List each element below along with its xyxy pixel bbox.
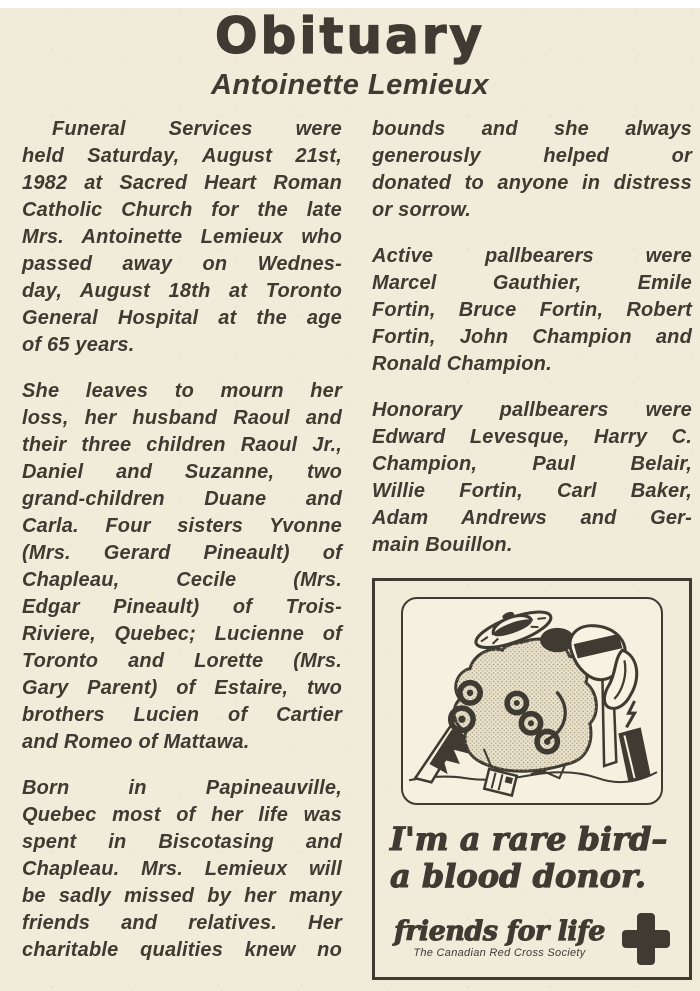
text-line: donated to anyone in distress <box>372 172 692 194</box>
text-line: day, August 18th at Toronto <box>22 280 342 302</box>
text-line: friends and relatives. Her <box>22 912 342 934</box>
text-line: spent in Biscotasing and <box>22 831 342 853</box>
red-cross-icon <box>622 913 670 965</box>
page-title: Obituary <box>215 7 485 65</box>
text-line: grand-children Duane and <box>22 488 342 510</box>
ad-headline <box>390 821 676 895</box>
text-line: Ronald Champion. <box>372 353 552 375</box>
text-line: Quebec most of her life was <box>22 804 342 826</box>
text-line: Edward Levesque, Harry C. <box>372 426 692 448</box>
text-line: brothers Lucien of Cartier <box>22 704 342 726</box>
paragraph <box>372 243 692 378</box>
text-line: Mrs. Antoinette Lemieux who <box>22 226 342 248</box>
text-line: Born in Papineauville, <box>22 777 342 799</box>
text-line: or sorrow. <box>372 199 472 221</box>
text-line: generously helped or <box>372 145 692 167</box>
article-subtitle: Antoinette Lemieux <box>210 69 490 101</box>
text-line: charitable qualities knew no <box>22 939 342 961</box>
paragraph <box>22 775 342 964</box>
text-line: Marcel Gauthier, Emile <box>372 272 692 294</box>
text-line: Fortin, John Champion and <box>372 326 692 348</box>
text-line: Catholic Church for the late <box>22 199 342 221</box>
text-line: Honorary pallbearers were <box>372 399 692 421</box>
paragraph <box>372 116 692 224</box>
text-line: Champion, Paul Belair, <box>372 453 692 475</box>
paragraph <box>22 116 342 359</box>
text-line: 1982 at Sacred Heart Roman <box>22 172 342 194</box>
text-line: held Saturday, August 21st, <box>22 145 342 167</box>
article-body <box>0 102 700 983</box>
newspaper-clipping <box>0 8 700 991</box>
text-line: Toronto and Lorette (Mrs. <box>22 650 342 672</box>
text-line: (Mrs. Gerard Pineault) of <box>22 542 342 564</box>
text-line: passed away on Wednes- <box>22 253 342 275</box>
text-line: General Hospital at the age <box>22 307 342 329</box>
text-line: Chapleau. Mrs. Lemieux will <box>22 858 342 880</box>
ad-brand-name: friends for life <box>394 916 605 947</box>
right-column <box>372 116 692 983</box>
text-line: be sadly missed by her many <box>22 885 342 907</box>
paragraph <box>22 378 342 756</box>
puffin-sunbathing-illustration <box>401 597 663 805</box>
text-line: Edgar Pineault) of Trois- <box>22 596 342 618</box>
text-line: Riviere, Quebec; Lucienne of <box>22 623 342 645</box>
blood-donor-ad <box>372 578 692 980</box>
text-line: Daniel and Suzanne, two <box>22 461 342 483</box>
text-line: Chapleau, Cecile (Mrs. <box>22 569 342 591</box>
text-line: Willie Fortin, Carl Baker, <box>372 480 692 502</box>
ad-headline-line2: a blood donor. <box>390 857 646 895</box>
text-line: Adam Andrews and Ger- <box>372 507 692 529</box>
bird-cartoon-svg <box>403 599 661 803</box>
text-line: Carla. Four sisters Yvonne <box>22 515 342 537</box>
right-column-paragraphs <box>372 116 692 559</box>
text-line: loss, her husband Raoul and <box>22 407 342 429</box>
text-line: of 65 years. <box>22 334 135 356</box>
left-column <box>22 116 342 983</box>
text-line: main Bouillon. <box>372 534 513 556</box>
paragraph <box>372 397 692 559</box>
ad-brand-row <box>394 913 670 965</box>
text-line: and Romeo of Mattawa. <box>22 731 250 753</box>
text-line: their three children Raoul Jr., <box>22 434 342 456</box>
text-line: bounds and she always <box>372 118 692 140</box>
ad-brand-subtext: The Canadian Red Cross Society <box>413 947 586 959</box>
text-line: Funeral Services were <box>52 118 342 140</box>
text-line: She leaves to mourn her <box>22 380 342 402</box>
ad-headline-line1: I'm a rare bird– <box>390 820 668 858</box>
ad-brand-block <box>394 918 605 960</box>
text-line: Active pallbearers were <box>372 245 692 267</box>
text-line: Gary Parent) of Estaire, two <box>22 677 342 699</box>
text-line: Fortin, Bruce Fortin, Robert <box>372 299 692 321</box>
